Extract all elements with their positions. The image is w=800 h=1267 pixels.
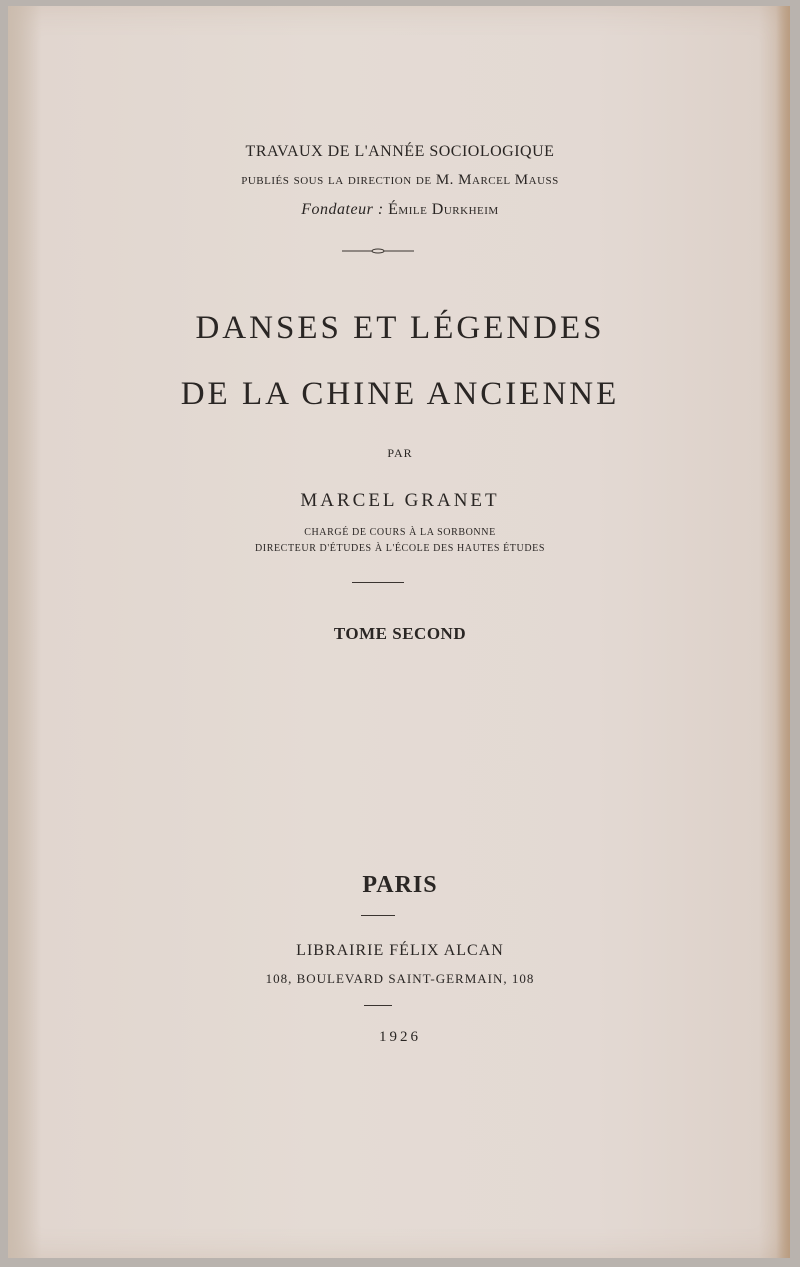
imprint-address: 108, BOULEVARD SAINT-GERMAIN, 108 xyxy=(265,971,535,986)
author-name: MARCEL GRANET xyxy=(300,490,500,511)
volume-label: TOME SECOND xyxy=(333,624,467,643)
divider-rule xyxy=(352,582,404,583)
founder-name: Émile Durkheim xyxy=(388,201,499,218)
ornament-divider xyxy=(342,248,414,254)
author-credential-1: CHARGÉ DE COURS À LA SORBONNE xyxy=(304,527,496,538)
byline-par: PAR xyxy=(387,446,413,460)
book-title-line2: DE LA CHINE ANCIENNE xyxy=(180,376,620,412)
imprint-publisher: LIBRAIRIE FÉLIX ALCAN xyxy=(296,942,504,959)
imprint-city: PARIS xyxy=(362,872,438,898)
series-title: TRAVAUX DE L'ANNÉE SOCIOLOGIQUE xyxy=(245,143,555,160)
book-title-line1: DANSES ET LÉGENDES xyxy=(195,310,605,346)
imprint-year: 1926 xyxy=(379,1029,421,1045)
series-direction: publiés sous la direction de M. Marcel Mauss xyxy=(241,172,559,188)
imprint-rule-1 xyxy=(361,915,395,916)
imprint-rule-2 xyxy=(364,1005,392,1006)
author-credential-2: DIRECTEUR D'ÉTUDES À L'ÉCOLE DES HAUTES ÉTUDES xyxy=(254,543,546,554)
founder-label: Fondateur : xyxy=(301,201,384,218)
series-founder xyxy=(0,201,800,219)
